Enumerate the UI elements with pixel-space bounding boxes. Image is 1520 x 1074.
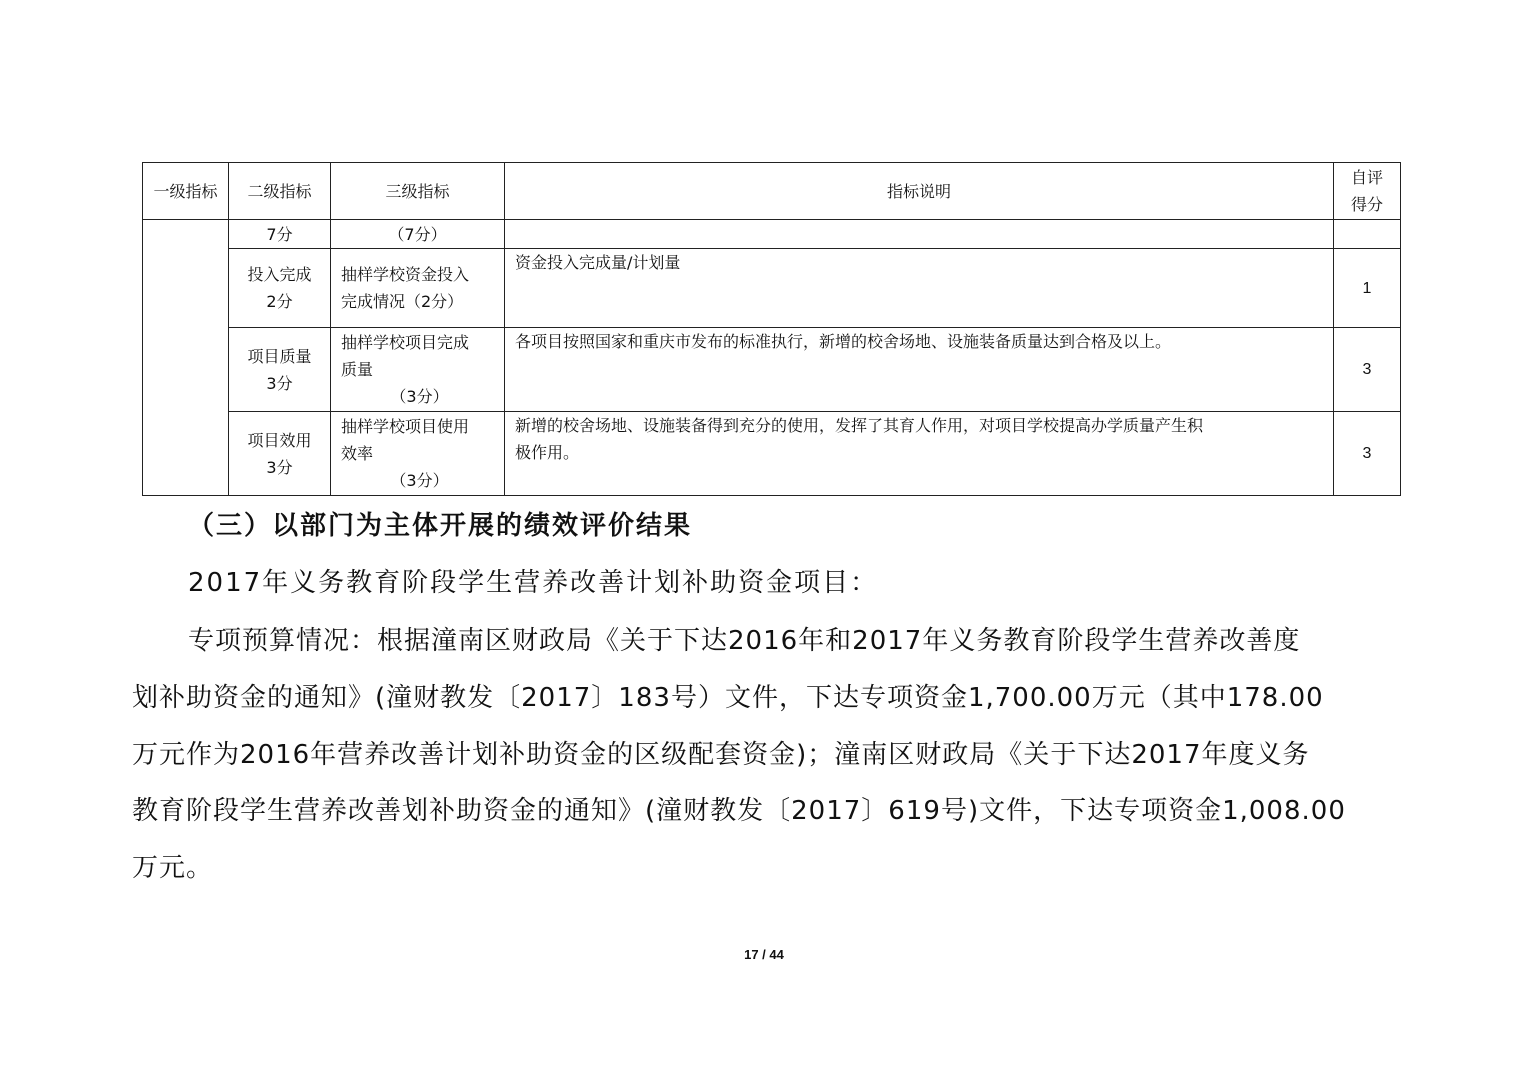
description-text: 各项目按照国家和重庆市发布的标准执行，新增的校舍场地、设施装备质量达到合格及以上。 <box>515 332 1172 351</box>
description-text-line1: 新增的校舍场地、设施装备得到充分的使用，发挥了其育人作用，对项目学校提高办学质量产生积 <box>515 416 1204 435</box>
description-cell <box>505 412 1334 496</box>
header-self-score-line1: 自评 <box>1350 168 1383 187</box>
header-description: 指标说明 <box>505 163 1334 220</box>
indicator-table-wrapper <box>142 162 1400 496</box>
level3-line2: 质量 <box>341 360 374 379</box>
score-cell: 3 <box>1334 328 1401 412</box>
score-cell: 3 <box>1334 412 1401 496</box>
level2-points: 3分 <box>266 457 293 477</box>
paragraph-line-5: 万元。 <box>132 853 214 883</box>
paragraph-line-4: 教育阶段学生营养改善划补助资金的通知》(潼财教发〔2017〕619号)文件，下达专项资金1,008.00 <box>132 796 1346 826</box>
level2-points: 2分 <box>266 292 293 311</box>
level3-cell <box>331 249 505 328</box>
level3-line2: 完成情况（2分） <box>341 292 464 311</box>
page-number: 17 / 44 <box>744 947 784 962</box>
level2-name: 项目质量 <box>247 346 312 366</box>
project-title: 2017年义务教育阶段学生营养改善计划补助资金项目： <box>188 568 879 598</box>
indicator-table <box>142 162 1401 496</box>
level2-name: 投入完成 <box>247 265 312 284</box>
paragraph-line-2: 划补助资金的通知》(潼财教发〔2017〕183号）文件，下达专项资金1,700.00万元（其中178.00 <box>132 683 1324 713</box>
table-row <box>143 412 1401 496</box>
paragraph-line-1: 专项预算情况：根据潼南区财政局《关于下达2016年和2017年义务教育阶段学生营养改善度 <box>188 626 1301 656</box>
header-level1: 一级指标 <box>143 163 229 220</box>
level2-cell <box>229 412 331 496</box>
header-level3: 三级指标 <box>331 163 505 220</box>
header-self-score-line2: 得分 <box>1350 195 1383 214</box>
section-heading: （三）以部门为主体开展的绩效评价结果 <box>188 511 693 541</box>
level2-name: 项目效用 <box>247 430 312 450</box>
table-row <box>143 220 1401 249</box>
level2-cell <box>229 328 331 412</box>
level2-points: 3分 <box>266 373 293 393</box>
description-text: 资金投入完成量/计划量 <box>515 253 681 272</box>
level3-points: （3分） <box>390 387 449 406</box>
paragraph-line-3: 万元作为2016年营养改善计划补助资金的区级配套资金)；潼南区财政局《关于下达2017年度义务 <box>132 740 1310 770</box>
level3-line2: 效率 <box>341 444 374 463</box>
description-text-line2: 极作用。 <box>515 443 580 462</box>
level2-points-cell: 7分 <box>229 220 331 249</box>
description-cell <box>505 249 1334 328</box>
level3-line1: 抽样学校资金投入 <box>341 265 470 284</box>
level3-line1: 抽样学校项目完成 <box>341 333 470 352</box>
description-cell <box>505 328 1334 412</box>
description-cell <box>505 220 1334 249</box>
level3-points-cell: （7分） <box>331 220 505 249</box>
table-header-row <box>143 163 1401 220</box>
table-row <box>143 328 1401 412</box>
header-self-score <box>1334 163 1401 220</box>
level3-line1: 抽样学校项目使用 <box>341 417 470 436</box>
score-cell: 1 <box>1334 249 1401 328</box>
score-cell <box>1334 220 1401 249</box>
level3-cell <box>331 412 505 496</box>
level3-cell <box>331 328 505 412</box>
level2-cell <box>229 249 331 328</box>
table-row <box>143 249 1401 328</box>
header-level2: 二级指标 <box>229 163 331 220</box>
level1-cell <box>143 220 229 496</box>
level3-points: （3分） <box>390 471 449 490</box>
